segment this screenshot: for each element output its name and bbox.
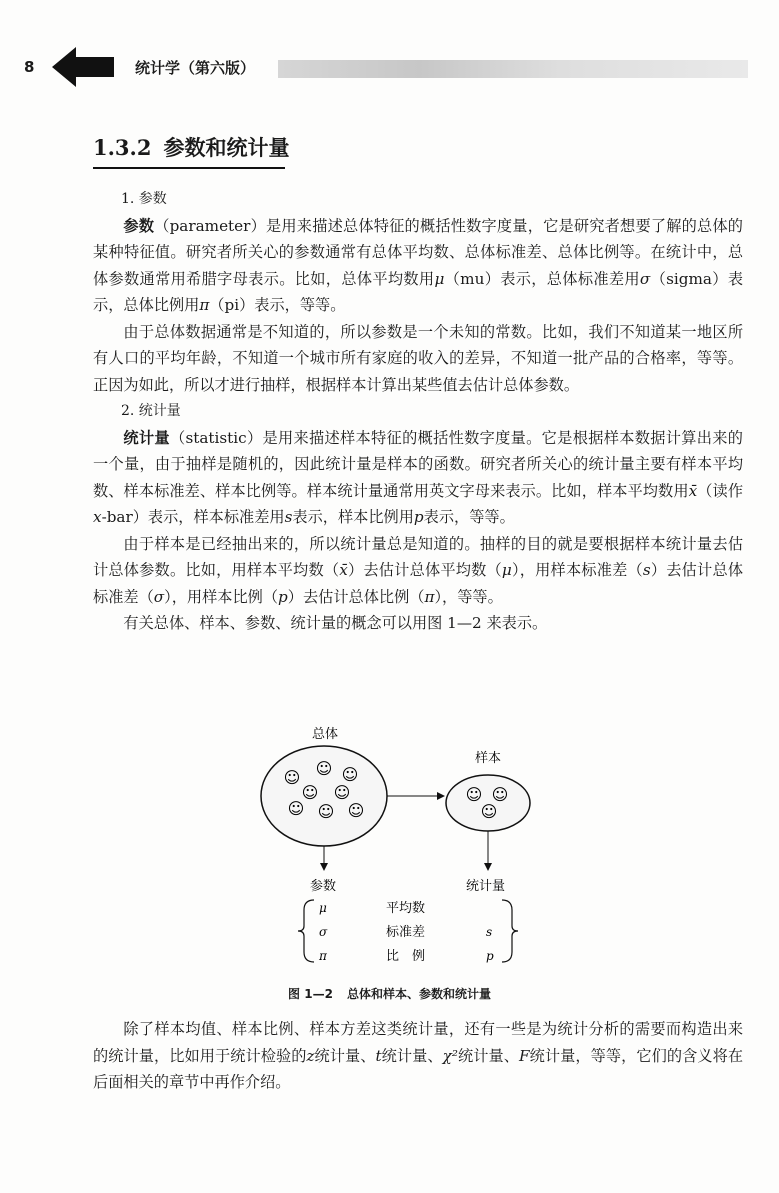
statistic-symbol: s <box>486 925 493 939</box>
symbol-xbar: x̄ <box>339 561 348 579</box>
population-member-icon: ☺ <box>301 783 319 802</box>
subheading-parameter: 1. 参数 <box>121 191 167 207</box>
parameter-symbol: μ <box>319 901 327 915</box>
symbol-mu: μ <box>501 561 512 579</box>
term-parameter: 参数 <box>123 216 155 235</box>
text-run: ），用样本比例（ <box>164 587 279 606</box>
page-header <box>0 44 779 90</box>
text-run: 由于样本是已经抽出来的，所以统计量总是知道的。抽样的目的就是要根据样本统计量去估计总体参数。比如，用样本平均数（ <box>93 534 743 579</box>
symbol-s: s <box>642 561 651 579</box>
figure-caption <box>0 985 779 1002</box>
parameter-symbol: π <box>319 949 327 963</box>
subheading-statistic: 2. 统计量 <box>121 403 181 419</box>
page-number: 8 <box>24 58 35 76</box>
text-run: （statistic）是用来描述样本特征的概括性数字度量。它是根据样本数据计算出来的一个量，由于抽样是随机的，因此统计量是样本的函数。研究者所关心的统计量主要有样本平均数、样本标准差、样本比例等。样本统计量通常用英文字母来表示。比如，样本平均数用 <box>93 428 743 500</box>
text-run: （parameter）是用来描述总体特征的概括性数字度量，它是研究者想要了解的总体的某种特征值。研究者所关心的参数通常有总体平均数、总体标准差、总体比例等。在统计中，总体参数通常用希腊字母表示。比如，总体平均数用 <box>93 216 743 288</box>
sample-member-icon: ☺ <box>491 785 509 804</box>
parameter-symbol: σ <box>319 925 328 939</box>
body-lower <box>93 1016 743 1096</box>
text-run: （sigma）表示，总体比例用 <box>93 269 744 314</box>
statistic-label: 统计量 <box>466 879 506 894</box>
population-member-icon: ☺ <box>283 768 301 787</box>
paragraph-figure-intro: 有关总体、样本、参数、统计量的概念可以用图 1—2 来表示。 <box>123 614 548 632</box>
population-member-icon: ☺ <box>341 765 359 784</box>
text-run: 统计量、 <box>381 1046 443 1065</box>
symbol-t: t <box>375 1046 382 1065</box>
population-label: 总体 <box>312 727 339 742</box>
text-run: -bar）表示，样本标准差用 <box>101 508 285 526</box>
figure-caption-text: 总体和样本、参数和统计量 <box>346 987 491 1001</box>
term-statistic: 统计量 <box>123 428 170 447</box>
header-decoration-bar <box>278 60 748 78</box>
text-run: 统计量，等等，它们的含义将在后面相关的章节中再作介绍。 <box>93 1046 744 1091</box>
paragraph-statistic-known <box>93 531 743 611</box>
parameter-label: 参数 <box>310 879 337 894</box>
text-run: 除了样本均值、样本比例、样本方差这类统计量，还有一些是为统计分析的需要而构造出来的统计量，比如用于统计检验的 <box>93 1020 743 1065</box>
sample-member-icon: ☺ <box>465 785 483 804</box>
section-number: 1.3.2 <box>93 135 152 160</box>
left-brace <box>298 900 314 962</box>
text-run: （读作 <box>697 481 744 500</box>
symbol-sigma: σ <box>639 269 651 288</box>
statistic-symbol: p <box>486 949 494 963</box>
text-run: ）去估计总体标准差（ <box>93 561 744 606</box>
symbol-mu: μ <box>434 269 445 288</box>
measure-name: 标准差 <box>386 925 426 940</box>
section-title: 参数和统计量 <box>163 135 290 160</box>
measure-name: 平均数 <box>386 901 426 916</box>
body-upper <box>93 186 743 637</box>
population-member-icon: ☺ <box>315 759 333 778</box>
back-arrow-icon <box>50 44 120 90</box>
symbol-pi: π <box>424 587 435 606</box>
book-title: 统计学（第六版） <box>135 59 256 77</box>
symbol-x: x <box>93 508 102 526</box>
symbol-z: z <box>306 1046 315 1065</box>
population-member-icon: ☺ <box>333 783 351 802</box>
text-run: 表示，等等。 <box>423 508 515 526</box>
population-member-icon: ☺ <box>287 799 305 818</box>
text-run: ）去估计总体平均数（ <box>347 561 502 579</box>
measure-name: 比 例 <box>386 949 426 964</box>
text-run: （mu）表示，总体标准差用 <box>444 269 640 288</box>
sample-label: 样本 <box>475 751 502 766</box>
symbol-pi: π <box>199 296 210 314</box>
paragraph-statistic-definition <box>93 425 743 531</box>
figure-caption-label: 图 1—2 <box>288 987 333 1001</box>
symbol-f: F <box>519 1046 530 1065</box>
right-brace <box>502 900 518 962</box>
text-run: ），用样本标准差（ <box>511 561 643 579</box>
population-member-icon: ☺ <box>317 802 335 821</box>
text-run: 表示，样本比例用 <box>292 508 414 526</box>
section-heading <box>93 132 290 169</box>
text-run: （pi）表示，等等。 <box>209 296 346 314</box>
population-sample-diagram <box>240 718 540 1018</box>
symbol-p: p <box>413 508 424 526</box>
symbol-xbar: x̄ <box>688 481 698 500</box>
paragraph-other-statistics <box>93 1016 743 1096</box>
paragraph-parameter-unknown: 由于总体数据通常是不知道的，所以参数是一个未知的常数。比如，我们不知道某一地区所有人口的平均年龄，不知道一个城市所有家庭的收入的差异，不知道一批产品的合格率，等等。正因为如此，所以才进行抽样，根据样本计算出某些值去估计总体参数。 <box>93 322 743 394</box>
text-run: 统计量、 <box>457 1046 520 1065</box>
text-run: 统计量、 <box>314 1046 376 1065</box>
population-member-icon: ☺ <box>347 801 365 820</box>
sample-member-icon: ☺ <box>480 802 498 821</box>
text-run: ），等等。 <box>434 587 503 606</box>
symbol-chi-square: χ² <box>442 1046 458 1065</box>
symbol-p: p <box>278 587 288 606</box>
text-run: ）去估计总体比例（ <box>287 587 425 606</box>
symbol-sigma: σ <box>153 587 165 606</box>
paragraph-parameter-definition <box>93 213 743 319</box>
symbol-s: s <box>284 508 293 526</box>
